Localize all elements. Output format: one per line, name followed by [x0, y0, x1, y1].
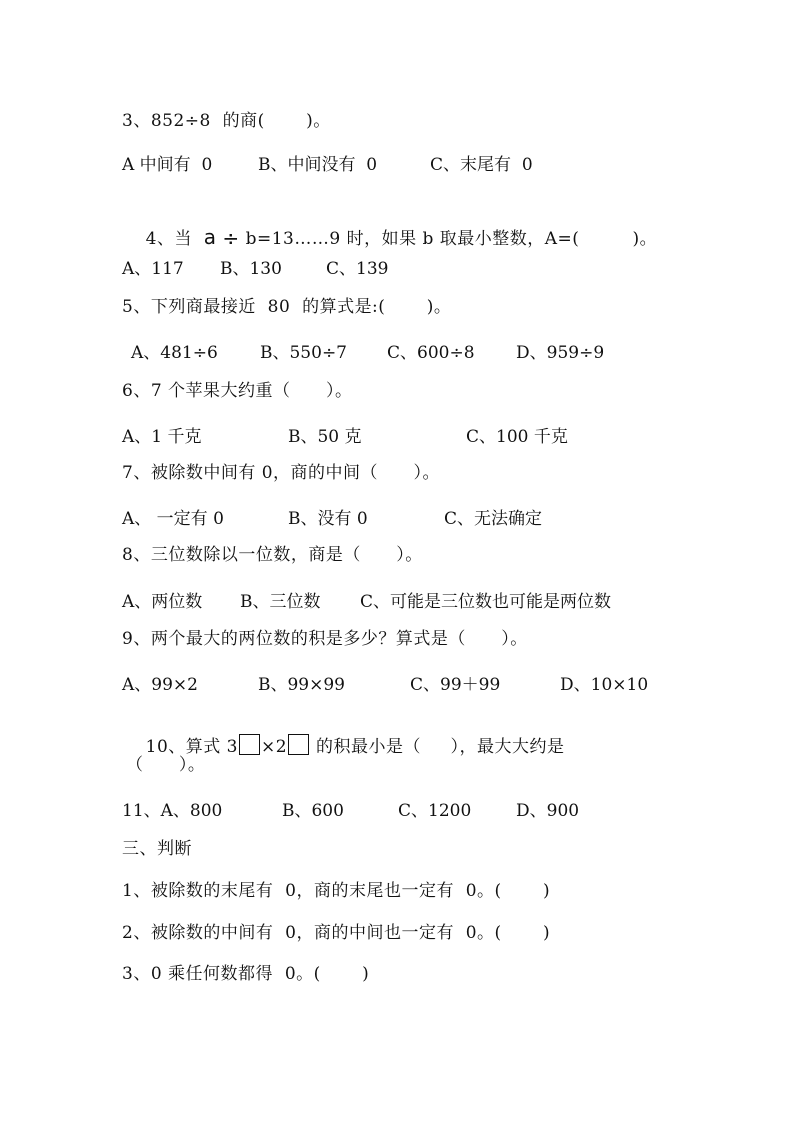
question-10-part2: ×2 [260, 737, 288, 757]
question-8-stem: 8、三位数除以一位数，商是（ ）。 [122, 545, 423, 565]
question-4-option-c: C、139 [326, 259, 389, 279]
question-3-option-c: C、末尾有 0 [430, 155, 533, 175]
question-5-option-d: D、959÷9 [516, 343, 605, 363]
question-4-suffix: b=13……9 时，如果 b 取最小整数，A=( )。 [239, 229, 658, 249]
question-7-option-b: B、没有 0 [288, 509, 368, 529]
question-5-option-a: A、481÷6 [131, 343, 218, 363]
judgement-item-1: 1、被除数的末尾有 0，商的末尾也一定有 0。( ) [122, 881, 551, 901]
question-11-option-b: B、600 [282, 801, 344, 821]
question-6-option-a: A、1 千克 [122, 427, 202, 447]
question-4-option-b: B、130 [220, 259, 282, 279]
question-11-option-a: 11、A、800 [122, 801, 223, 821]
question-7-stem: 7、被除数中间有 0，商的中间（ ）。 [122, 463, 440, 483]
question-7-option-c: C、无法确定 [444, 509, 543, 529]
question-8-option-a: A、两位数 [122, 592, 203, 612]
question-5-option-c: C、600÷8 [387, 343, 475, 363]
question-6-stem: 6、7 个苹果大约重（ ）。 [122, 381, 353, 401]
question-10-part3: 的积最小是（ ），最大大约是 [310, 737, 565, 757]
question-6-option-c: C、100 千克 [466, 427, 568, 447]
question-10-part1: 10、算式 3 [145, 737, 238, 757]
section-3-heading: 三、判断 [122, 839, 192, 859]
question-3-option-b: B、中间没有 0 [258, 155, 378, 175]
question-9-option-b: B、99×99 [258, 675, 346, 695]
question-4-prefix: 4、当 [145, 229, 204, 249]
variable-a: a [203, 225, 217, 249]
question-9-stem: 9、两个最大的两位数的积是多少？算式是（ ）。 [122, 629, 528, 649]
question-5-stem: 5、下列商最接近 80 的算式是:( )。 [122, 297, 452, 317]
question-9-option-a: A、99×2 [122, 675, 198, 695]
question-7-option-a: A、 一定有 0 [122, 509, 224, 529]
question-4-stem [122, 204, 657, 272]
answer-box-2 [288, 734, 309, 755]
question-6-option-b: B、50 克 [288, 427, 362, 447]
question-5-option-b: B、550÷7 [260, 343, 348, 363]
question-8-option-c: C、可能是三位数也可能是两位数 [360, 592, 612, 612]
judgement-item-3: 3、0 乘任何数都得 0。( ) [122, 964, 370, 984]
division-symbol: ÷ [222, 226, 240, 250]
question-8-option-b: B、三位数 [240, 592, 321, 612]
question-11-option-c: C、1200 [398, 801, 472, 821]
question-11-option-d: D、900 [516, 801, 580, 821]
question-9-option-c: C、99＋99 [410, 675, 501, 695]
question-3-stem: 3、852÷8 的商( )。 [122, 111, 331, 131]
judgement-item-2: 2、被除数的中间有 0，商的中间也一定有 0。( ) [122, 923, 551, 943]
question-3-option-a: A 中间有 0 [122, 155, 213, 175]
answer-box-1 [239, 734, 260, 755]
question-4-option-a: A、117 [122, 259, 184, 279]
question-10-line2: （ ）。 [126, 755, 206, 775]
question-9-option-d: D、10×10 [560, 675, 649, 695]
